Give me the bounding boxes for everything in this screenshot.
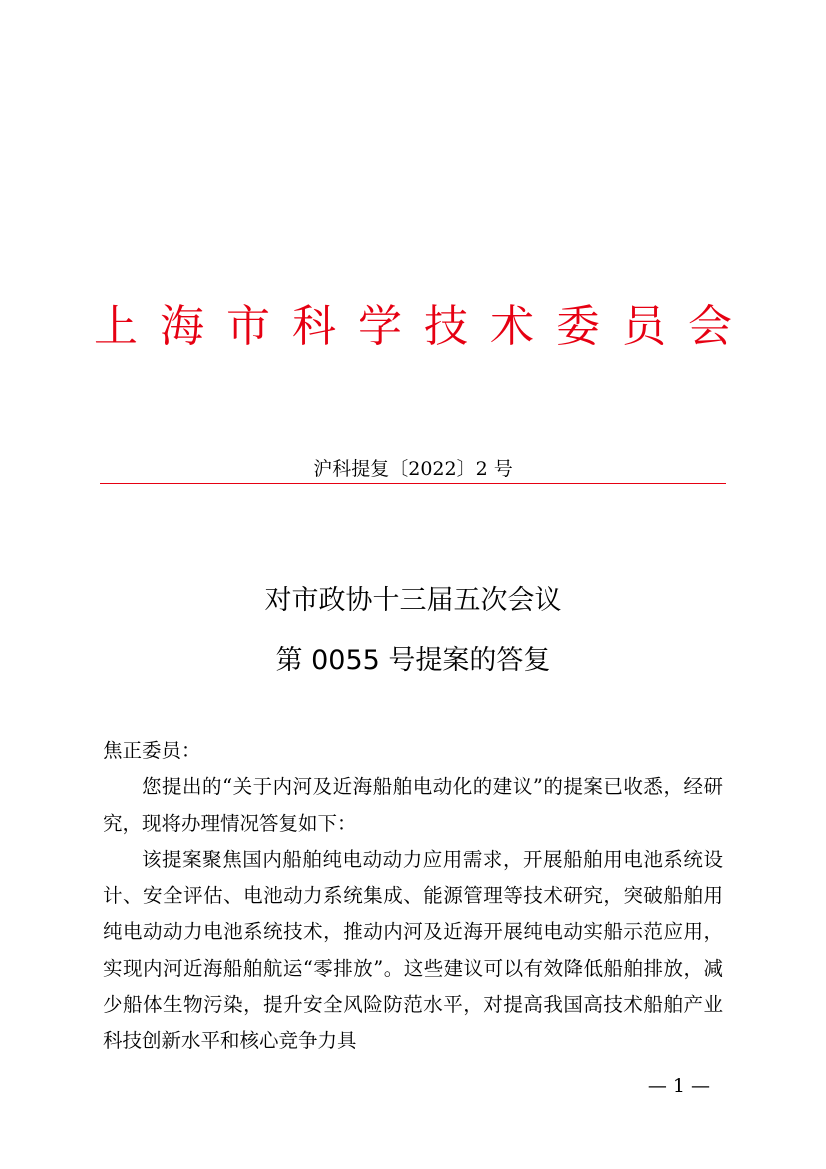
- body-paragraph: 您提出的“关于内河及近海船舶电动化的建议”的提案已收悉，经研究，现将办理情况答复如下：: [103, 775, 723, 835]
- document-title-line-2: 第 0055 号提案的答复: [275, 645, 551, 676]
- document-number: 沪科提复〔2022〕2 号: [313, 458, 513, 480]
- salutation: 焦正委员：: [103, 739, 201, 762]
- body-paragraph: 该提案聚焦国内船舶纯电动动力应用需求，开展船舶用电池系统设计、安全评估、电池动力系统集成、能源管理等技术研究，突破船舶用纯电动动力电池系统技术，推动内河及近海开展纯电动实船示范应用，实现内河近海船舶航运“零排放”。这些建议可以有效降低船舶排放，减少船体生物污染，提升安全风险防范水平，对提高我国高技术船舶产业科技创新水平和核心竞争力具: [103, 847, 723, 1053]
- document-title-line-1: 对市政协十三届五次会议: [264, 585, 562, 616]
- page-number: — 1 —: [647, 1075, 710, 1097]
- document-body: [103, 733, 723, 1060]
- issuing-organization-title: 上海市科学技术委员会: [94, 301, 754, 352]
- red-divider-line: [100, 483, 726, 484]
